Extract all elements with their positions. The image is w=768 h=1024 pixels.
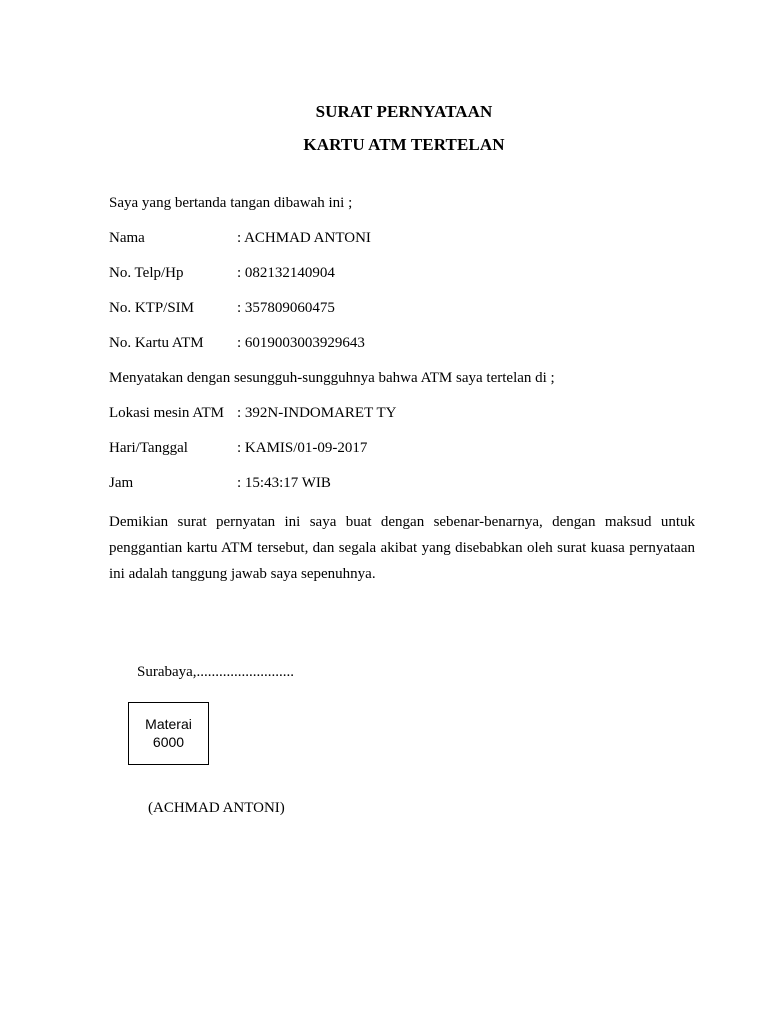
field-row-time — [109, 475, 331, 492]
stamp-label: Materai — [145, 716, 192, 732]
field-label: No. KTP/SIM — [109, 300, 195, 316]
field-label: No. Telp/Hp — [109, 265, 184, 281]
closing-paragraph: Demikian surat pernyatan ini saya buat dengan sebenar-benarnya, dengan maksud untuk penggantian kartu ATM tersebut, dan segala akibat yang disebabkan oleh surat kuasa pernyataan ini adalah tanggung jawab saya sepenuhnya. — [109, 514, 695, 582]
field-label: Jam — [109, 475, 134, 491]
field-row-phone — [109, 265, 335, 282]
field-row-atm-card — [109, 335, 365, 352]
field-label: No. Kartu ATM — [109, 335, 204, 351]
field-label: Hari/Tanggal — [109, 440, 188, 456]
field-value: : 082132140904 — [237, 265, 335, 281]
field-label: Nama — [109, 230, 145, 246]
field-row-date — [109, 440, 367, 457]
field-row-name — [109, 230, 371, 247]
place-date-line: Surabaya,.......................... — [137, 664, 295, 680]
field-value: : 357809060475 — [237, 300, 335, 316]
document-subtitle: KARTU ATM TERTELAN — [303, 135, 505, 154]
field-value: : 392N-INDOMARET TY — [237, 405, 397, 421]
signer-name: (ACHMAD ANTONI) — [148, 800, 285, 816]
field-label: Lokasi mesin ATM — [109, 405, 224, 421]
field-value: : KAMIS/01-09-2017 — [237, 440, 368, 456]
field-row-atm-location — [109, 405, 396, 422]
intro-text: Saya yang bertanda tangan dibawah ini ; — [109, 195, 353, 211]
field-value: : 6019003003929643 — [237, 335, 365, 351]
stamp-duty-box — [128, 702, 209, 765]
document-title: SURAT PERNYATAAN — [315, 102, 493, 121]
statement-text: Menyatakan dengan sesungguh-sungguhnya bahwa ATM saya tertelan di ; — [109, 370, 555, 386]
field-value: : ACHMAD ANTONI — [237, 230, 371, 246]
field-value: : 15:43:17 WIB — [237, 475, 331, 491]
field-row-ktp — [109, 300, 335, 317]
stamp-value: 6000 — [152, 734, 185, 750]
